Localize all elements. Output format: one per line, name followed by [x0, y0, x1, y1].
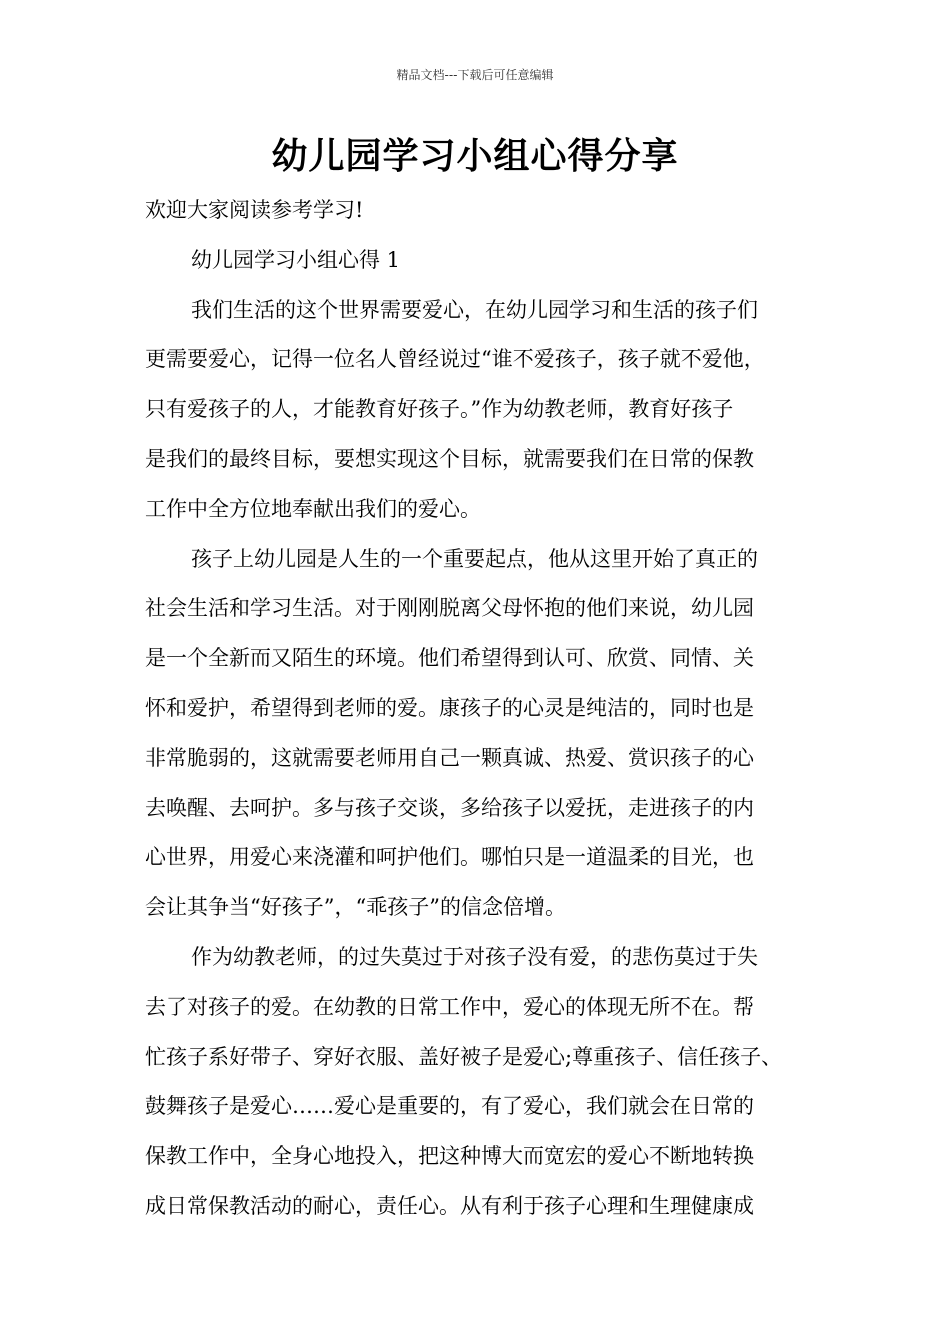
paragraph-3	[145, 933, 810, 1232]
text-line: 工作中全方位地奉献出我们的爱心。	[145, 496, 481, 521]
text-line: 去了对孩子的爱。在幼教的日常工作中，爱心的体现无所不在。帮	[145, 994, 754, 1019]
text-line: 孩子上幼儿园是人生的一个重要起点，他从这里开始了真正的	[191, 546, 758, 571]
text-line: 是一个全新而又陌生的环境。他们希望得到认可、欣赏、同情、关	[145, 646, 754, 671]
text-line: 成日常保教活动的耐心，责任心。从有利于孩子心理和生理健康成	[145, 1193, 754, 1218]
text-line: 只有爱孩子的人，才能教育好孩子。”作为幼教老师，教育好孩子	[145, 397, 734, 422]
greeting-line: 欢迎大家阅读参考学习!	[145, 198, 364, 222]
text-line: 去唤醒、去呵护。多与孩子交谈，多给孩子以爱抚，走进孩子的内	[145, 795, 754, 820]
text-line: 会让其争当“好孩子”，“乖孩子”的信念倍增。	[145, 895, 566, 920]
text-line: 保教工作中，全身心地投入，把这种博大而宽宏的爱心不断地转换	[145, 1144, 754, 1169]
header-note: 精品文档---下载后可任意编辑	[396, 68, 554, 82]
text-line: 非常脆弱的，这就需要老师用自己一颗真诚、热爱、赏识孩子的心	[145, 745, 754, 770]
text-line: 是我们的最终目标，要想实现这个目标，就需要我们在日常的保教	[145, 446, 754, 471]
section-subheading: 幼儿园学习小组心得 1	[191, 247, 401, 272]
paragraph-2	[145, 535, 810, 933]
document-body	[145, 186, 810, 1232]
paragraph-1	[145, 286, 810, 535]
text-line: 怀和爱护，希望得到老师的爱。康孩子的心灵是纯洁的，同时也是	[145, 695, 754, 720]
text-line: 鼓舞孩子是爱心……爱心是重要的，有了爱心，我们就会在日常的	[145, 1094, 754, 1119]
text-line: 更需要爱心，记得一位名人曾经说过“谁不爱孩子，孩子就不爱他，	[145, 347, 765, 372]
text-line: 心世界，用爱心来浇灌和呵护他们。哪怕只是一道温柔的目光，也	[145, 845, 754, 870]
document-title: 幼儿园学习小组心得分享	[271, 136, 679, 177]
text-line: 我们生活的这个世界需要爱心，在幼儿园学习和生活的孩子们	[191, 297, 758, 322]
text-line: 忙孩子系好带子、穿好衣服、盖好被子是爱心;尊重孩子、信任孩子、	[145, 1044, 783, 1069]
text-line: 作为幼教老师，的过失莫过于对孩子没有爱，的悲伤莫过于失	[191, 944, 758, 969]
text-line: 社会生活和学习生活。对于刚刚脱离父母怀抱的他们来说，幼儿园	[145, 596, 754, 621]
